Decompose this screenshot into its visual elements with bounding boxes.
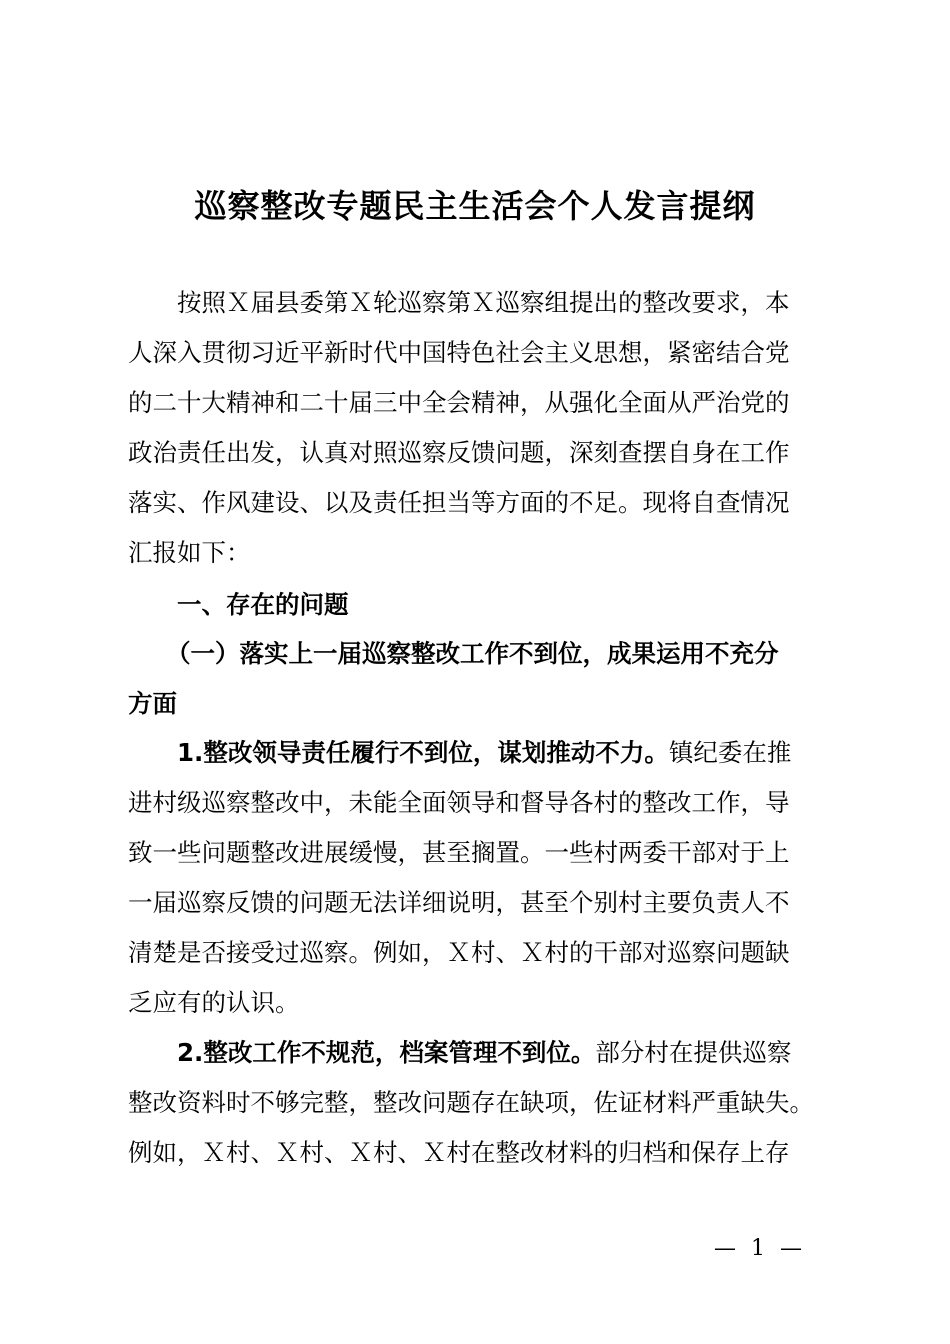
intro-line-6: 汇报如下： bbox=[128, 538, 251, 567]
item-1-line-3: 致一些问题整改进展缓慢，甚至搁置。一些村两委干部对于上 bbox=[128, 838, 790, 867]
document-title: 巡察整改专题民主生活会个人发言提纲 bbox=[194, 187, 756, 225]
item-1-line-5: 清楚是否接受过巡察。例如，Ｘ村、Ｘ村的干部对巡察问题缺 bbox=[128, 938, 790, 967]
subsection-heading-line-2: 方面 bbox=[128, 689, 177, 718]
item-1-line-4: 一届巡察反馈的问题无法详细说明，甚至个别村主要负责人不 bbox=[128, 888, 790, 917]
item-2-first-line bbox=[177, 1036, 897, 1070]
item-1-lead: 1.整改领导责任履行不到位，谋划推动不力。 bbox=[177, 738, 669, 767]
intro-line-2: 人深入贯彻习近平新时代中国特色社会主义思想，紧密结合党 bbox=[128, 338, 790, 367]
item-2-line-2: 整改资料时不够完整，整改问题存在缺项，佐证材料严重缺失。 bbox=[128, 1088, 814, 1117]
page-number: — 1 — bbox=[714, 1236, 806, 1261]
item-2-first-line-text: 部分村在提供巡察 bbox=[595, 1038, 792, 1067]
item-2-lead: 2.整改工作不规范，档案管理不到位。 bbox=[177, 1038, 596, 1067]
item-1-line-6: 乏应有的认识。 bbox=[128, 988, 300, 1017]
section-heading: 一、存在的问题 bbox=[177, 590, 349, 619]
item-1-first-line-text: 镇纪委在推 bbox=[668, 738, 792, 767]
item-1-first-line bbox=[177, 736, 897, 770]
subsection-heading-line-1: （一）落实上一届巡察整改工作不到位，成果运用不充分 bbox=[166, 639, 779, 668]
intro-line-3: 的二十大精神和二十届三中全会精神，从强化全面从严治党的 bbox=[128, 388, 790, 417]
intro-line-5: 落实、作风建设、以及责任担当等方面的不足。现将自查情况 bbox=[128, 488, 790, 517]
item-1-line-2: 进村级巡察整改中，未能全面领导和督导各村的整改工作，导 bbox=[128, 788, 790, 817]
intro-line-4: 政治责任出发，认真对照巡察反馈问题，深刻查摆自身在工作 bbox=[128, 438, 790, 467]
intro-line-1: 按照Ｘ届县委第Ｘ轮巡察第Ｘ巡察组提出的整改要求，本 bbox=[177, 288, 790, 317]
item-2-line-3: 例如，Ｘ村、Ｘ村、Ｘ村、Ｘ村在整改材料的归档和保存上存 bbox=[128, 1138, 790, 1167]
